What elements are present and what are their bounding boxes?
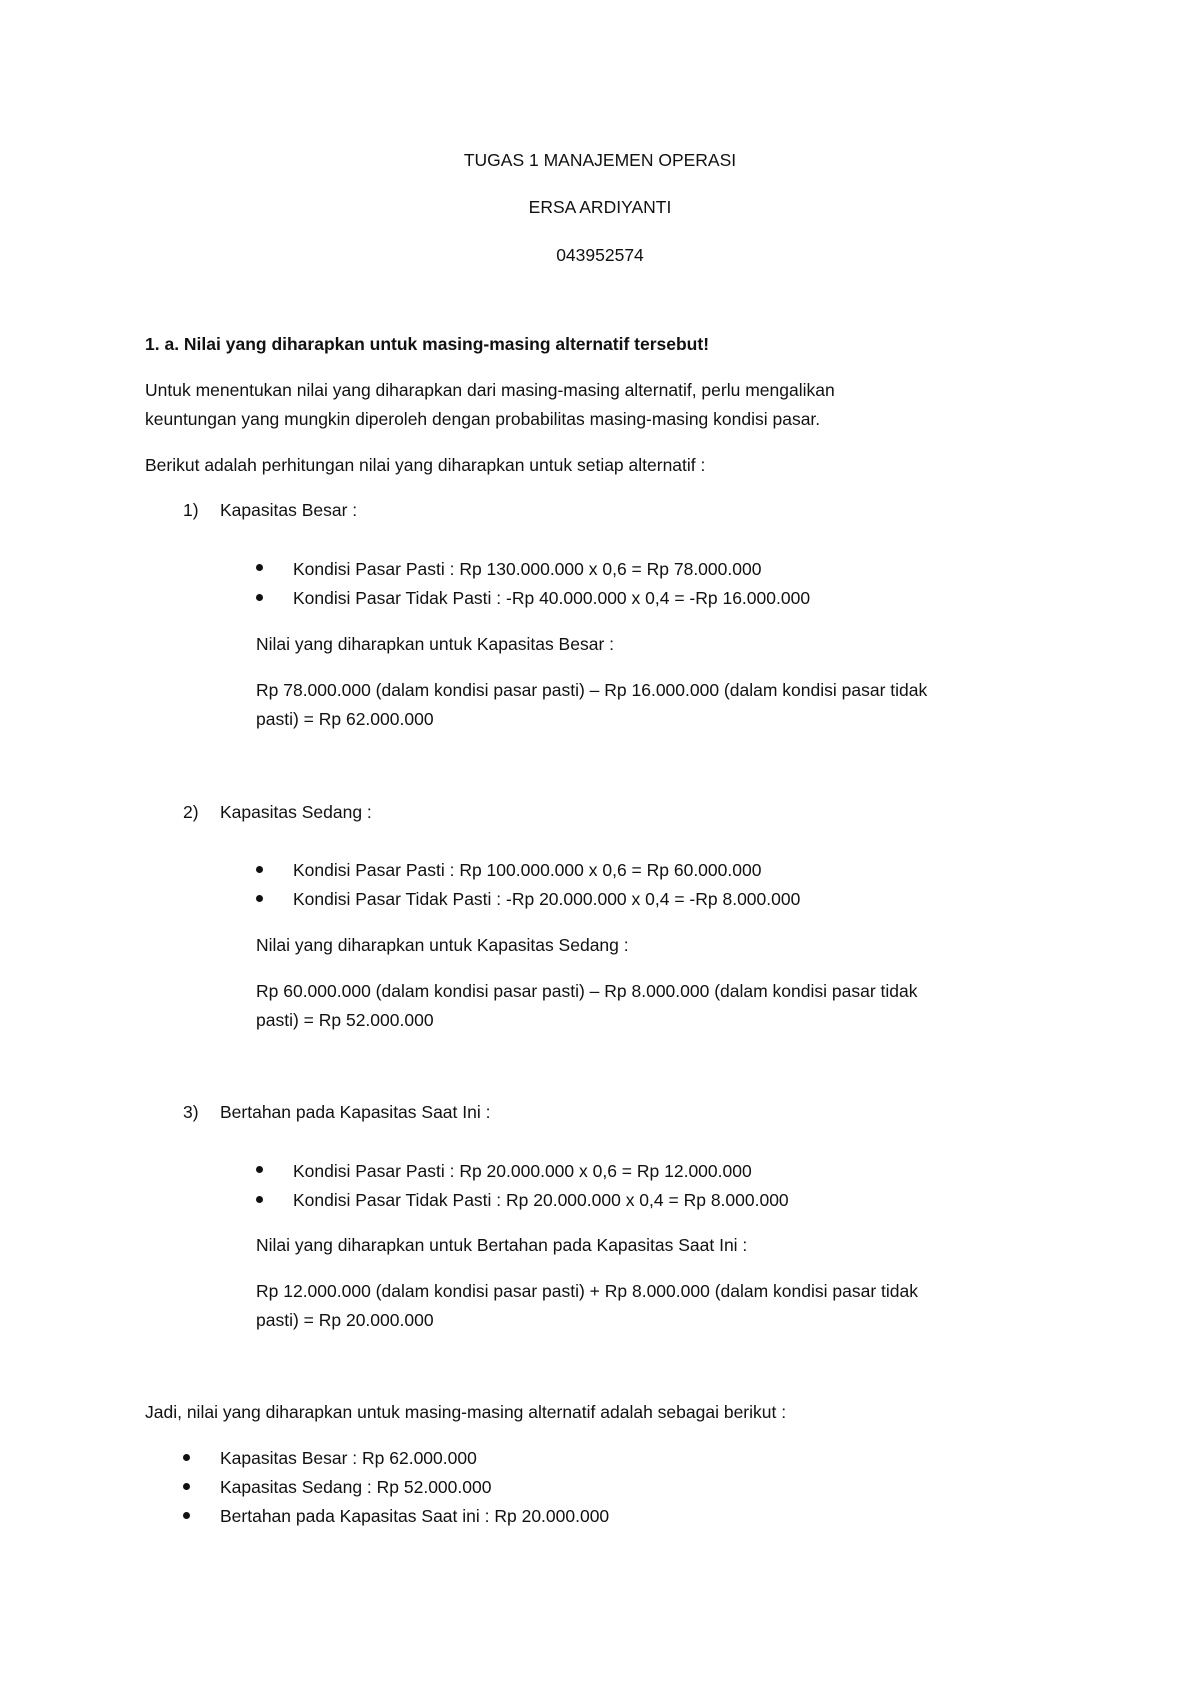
bullet-item: Kondisi Pasar Tidak Pasti : Rp 20.000.000 x 0,4 = Rp 8.000.000 [293, 1190, 789, 1210]
alternative-number: 1) [183, 500, 199, 520]
conclusion-item: Kapasitas Sedang : Rp 52.000.000 [220, 1477, 492, 1497]
alternative-title: Bertahan pada Kapasitas Saat Ini : [220, 1102, 491, 1122]
bullet-item: Kondisi Pasar Pasti : Rp 20.000.000 x 0,6 = Rp 12.000.000 [293, 1161, 752, 1181]
alternative-number: 2) [183, 802, 199, 822]
alternative-title: Kapasitas Besar : [220, 500, 358, 520]
bullet-dot [183, 1512, 190, 1519]
calc-line-1: Rp 12.000.000 (dalam kondisi pasar pasti) + Rp 8.000.000 (dalam kondisi pasar tidak [256, 1281, 918, 1301]
calc-line-2: pasti) = Rp 62.000.000 [256, 709, 434, 729]
calc-line-1: Rp 60.000.000 (dalam kondisi pasar pasti) – Rp 8.000.000 (dalam kondisi pasar tidak [256, 981, 918, 1001]
calc-line-1: Rp 78.000.000 (dalam kondisi pasar pasti) – Rp 16.000.000 (dalam kondisi pasar tidak [256, 680, 928, 700]
bullet-item: Kondisi Pasar Tidak Pasti : -Rp 20.000.000 x 0,4 = -Rp 8.000.000 [293, 889, 801, 909]
conclusion-item: Bertahan pada Kapasitas Saat ini : Rp 20.000.000 [220, 1506, 610, 1526]
question-heading: 1. a. Nilai yang diharapkan untuk masing-masing alternatif tersebut! [145, 334, 710, 354]
intro-lead: Berikut adalah perhitungan nilai yang diharapkan untuk setiap alternatif : [145, 455, 706, 475]
bullet-dot [256, 564, 263, 571]
bullet-dot [183, 1454, 190, 1461]
alternative-title: Kapasitas Sedang : [220, 802, 372, 822]
bullet-dot [256, 895, 263, 902]
bullet-dot [256, 866, 263, 873]
expected-label: Nilai yang diharapkan untuk Bertahan pada Kapasitas Saat Ini : [256, 1235, 748, 1255]
calc-line-2: pasti) = Rp 20.000.000 [256, 1310, 434, 1330]
conclusion-item: Kapasitas Besar : Rp 62.000.000 [220, 1448, 477, 1468]
student-name: ERSA ARDIYANTI [528, 197, 672, 217]
intro-line-1: Untuk menentukan nilai yang diharapkan dari masing-masing alternatif, perlu mengalikan [145, 380, 835, 400]
document-title: TUGAS 1 MANAJEMEN OPERASI [463, 150, 737, 170]
conclusion-lead: Jadi, nilai yang diharapkan untuk masing-masing alternatif adalah sebagai berikut : [145, 1402, 787, 1422]
expected-label: Nilai yang diharapkan untuk Kapasitas Sedang : [256, 935, 629, 955]
student-id: 043952574 [556, 245, 644, 265]
alternative-number: 3) [183, 1102, 199, 1122]
bullet-dot [256, 594, 263, 601]
bullet-item: Kondisi Pasar Pasti : Rp 130.000.000 x 0,6 = Rp 78.000.000 [293, 559, 762, 579]
bullet-dot [256, 1166, 263, 1173]
bullet-dot [183, 1483, 190, 1490]
expected-label: Nilai yang diharapkan untuk Kapasitas Besar : [256, 634, 614, 654]
bullet-dot [256, 1196, 263, 1203]
calc-line-2: pasti) = Rp 52.000.000 [256, 1010, 434, 1030]
intro-line-2: keuntungan yang mungkin diperoleh dengan probabilitas masing-masing kondisi pasar. [145, 409, 821, 429]
bullet-item: Kondisi Pasar Pasti : Rp 100.000.000 x 0,6 = Rp 60.000.000 [293, 860, 762, 880]
bullet-item: Kondisi Pasar Tidak Pasti : -Rp 40.000.000 x 0,4 = -Rp 16.000.000 [293, 588, 811, 608]
